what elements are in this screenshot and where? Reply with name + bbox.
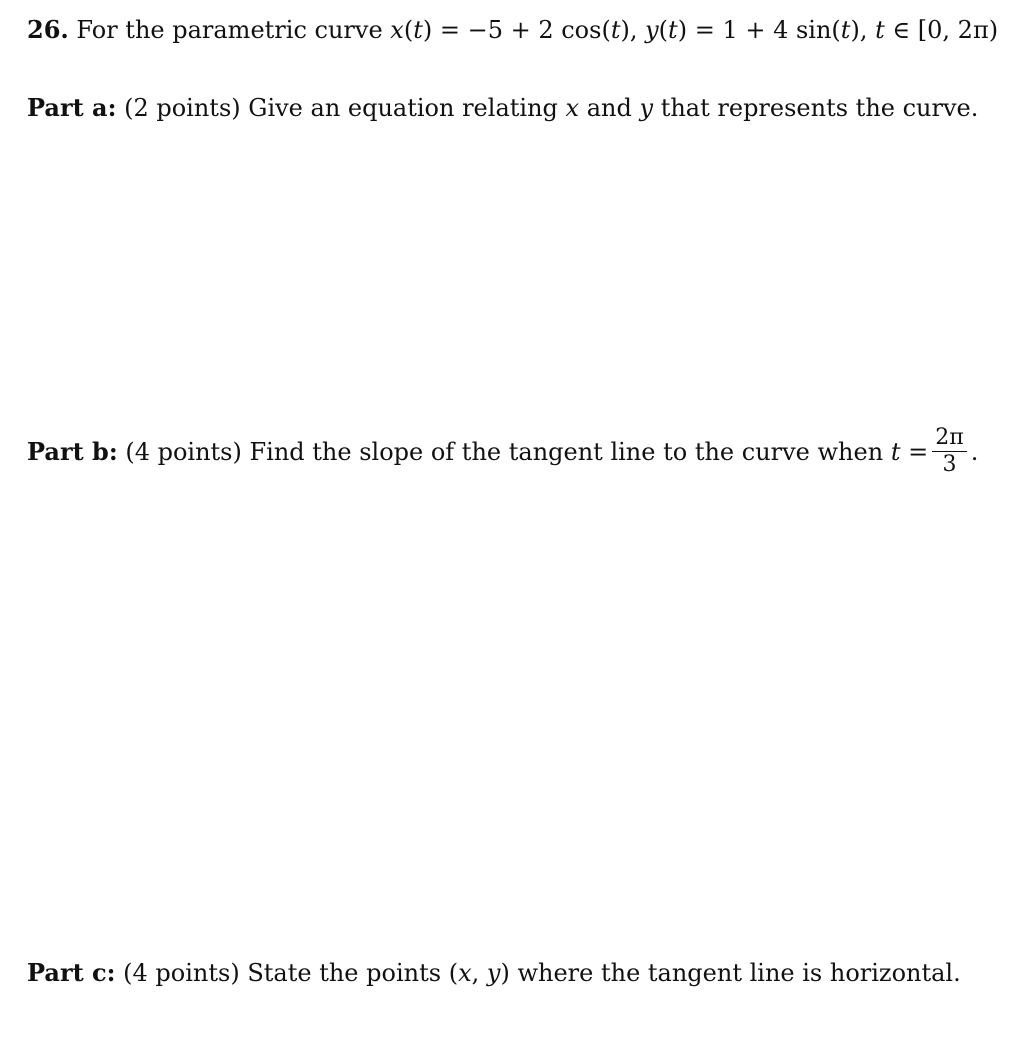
part-b-text: Find the slope of the tangent line to the curve when — [249, 438, 884, 466]
y-equation: y(t) = 1 + 4 sin(t), — [645, 16, 868, 44]
x-equation: x(t) = −5 + 2 cos(t), — [390, 16, 638, 44]
part-b-fraction — [932, 425, 966, 478]
part-a-var-x: x — [565, 94, 580, 122]
part-a-and: and — [586, 94, 632, 122]
part-c-text-after: where the tangent line is horizontal. — [517, 959, 961, 987]
domain-statement: t ∈ [0, 2π) — [875, 16, 999, 44]
part-a-var-y: y — [639, 94, 654, 122]
part-a — [27, 92, 978, 124]
part-a-text-after: that represents the curve. — [660, 94, 979, 122]
part-b-points: (4 points) — [125, 438, 242, 466]
part-c-points: (4 points) — [123, 959, 240, 987]
part-b-period: . — [970, 438, 979, 466]
problem-number: 26. — [27, 15, 69, 44]
part-c-point-notation: (x, y) — [448, 959, 510, 987]
problem-statement — [27, 14, 998, 46]
part-c — [27, 957, 961, 989]
part-a-label: Part a: — [27, 93, 117, 122]
part-b-equals: = — [908, 438, 929, 466]
part-a-points: (2 points) — [124, 94, 241, 122]
problem-intro: For the parametric curve — [76, 16, 383, 44]
part-c-text-before: State the points — [247, 959, 442, 987]
part-b-label: Part b: — [27, 437, 118, 466]
fraction-denominator: 3 — [942, 452, 957, 477]
part-c-label: Part c: — [27, 958, 116, 987]
part-b — [27, 426, 978, 480]
part-a-text-before: Give an equation relating — [248, 94, 558, 122]
fraction-numerator: 2π — [932, 425, 966, 452]
part-b-var-t: t — [890, 438, 901, 466]
